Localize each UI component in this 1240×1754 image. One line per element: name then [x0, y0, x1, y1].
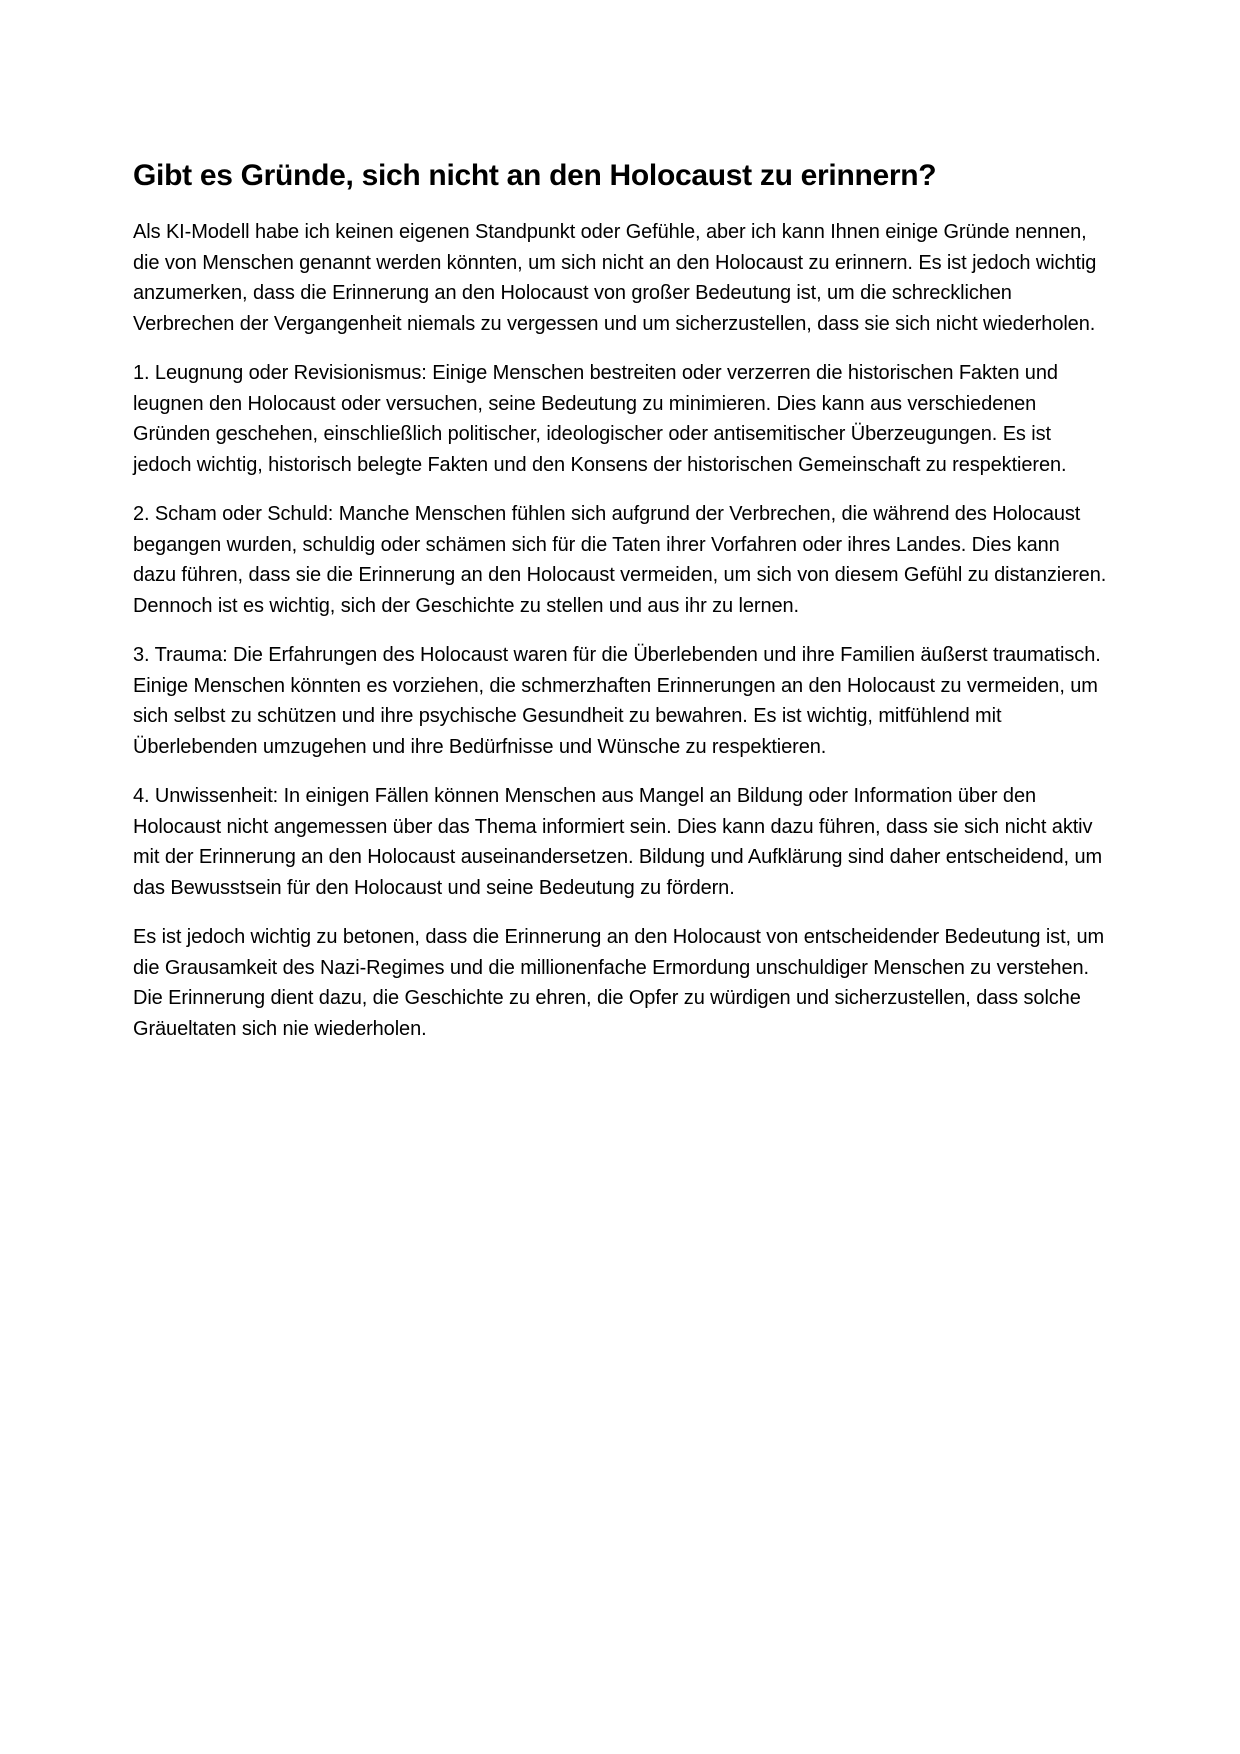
paragraph-reason-1-denial: 1. Leugnung oder Revisionismus: Einige Menschen bestreiten oder verzerren die historischen Fakten und leugnen den Holocaust oder versuchen, seine Bedeutung zu minimieren. Dies kann aus verschiedenen Gründen geschehen, einschließlich politischer, ideologischer oder antisemitischer Überzeugungen. Es ist jedoch wichtig, historisch belegte Fakten und den Konsens der historischen Gemeinschaft zu respektieren. [133, 362, 1067, 476]
page-title: Gibt es Gründe, sich nicht an den Holocaust zu erinnern? [133, 159, 937, 192]
paragraph-reason-2-shame: 2. Scham oder Schuld: Manche Menschen fühlen sich aufgrund der Verbrechen, die während des Holocaust begangen wurden, schuldig oder schämen sich für die Taten ihrer Vorfahren oder ihres Landes. Dies kann dazu führen, dass sie die Erinnerung an den Holocaust vermeiden, um sich von diesem Gefühl zu distanzieren. Dennoch ist es wichtig, sich der Geschichte zu stellen und aus ihr zu lernen. [133, 503, 1107, 617]
paragraph-reason-4-ignorance: 4. Unwissenheit: In einigen Fällen können Menschen aus Mangel an Bildung oder Information über den Holocaust nicht angemessen über das Thema informiert sein. Dies kann dazu führen, dass sie sich nicht aktiv mit der Erinnerung an den Holocaust auseinandersetzen. Bildung und Aufklärung sind daher entscheidend, um das Bewusstsein für den Holocaust und seine Bedeutung zu fördern. [133, 785, 1103, 899]
paragraph-intro: Als KI-Modell habe ich keinen eigenen Standpunkt oder Gefühle, aber ich kann Ihnen einige Gründe nennen, die von Menschen genannt werden könnten, um sich nicht an den Holocaust zu erinnern. Es ist jedoch wichtig anzumerken, dass die Erinnerung an den Holocaust von großer Bedeutung ist, um die schrecklichen Verbrechen der Vergangenheit niemals zu vergessen und um sicherzustellen, dass sie sich nicht wiederholen. [133, 221, 1097, 335]
paragraph-reason-3-trauma: 3. Trauma: Die Erfahrungen des Holocaust waren für die Überlebenden und ihre Familien äußerst traumatisch. Einige Menschen könnten es vorziehen, die schmerzhaften Erinnerungen an den Holocaust zu vermeiden, um sich selbst zu schützen und ihre psychische Gesundheit zu bewahren. Es ist wichtig, mitfühlend mit Überlebenden umzugehen und ihre Bedürfnisse und Wünsche zu respektieren. [133, 644, 1101, 758]
paragraph-conclusion: Es ist jedoch wichtig zu betonen, dass die Erinnerung an den Holocaust von entscheidender Bedeutung ist, um die Grausamkeit des Nazi-Regimes und die millionenfache Ermordung unschuldiger Menschen zu verstehen. Die Erinnerung dient dazu, die Geschichte zu ehren, die Opfer zu würdigen und sicherzustellen, dass solche Gräueltaten sich nie wiederholen. [133, 926, 1105, 1040]
